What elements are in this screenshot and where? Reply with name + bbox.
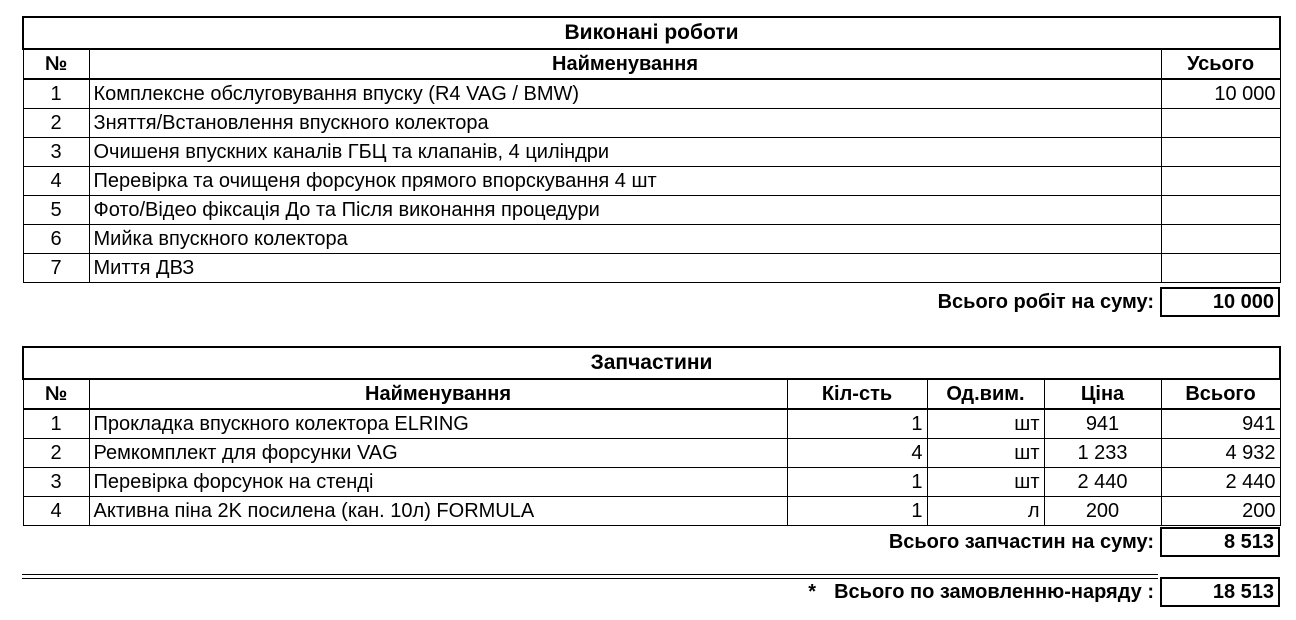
parts-header-unit: Од.вим. — [927, 379, 1044, 409]
table-row — [23, 109, 1280, 138]
parts-sum-label: Всього запчастин на суму: — [888, 530, 1154, 553]
row-total — [1161, 196, 1280, 225]
row-no: 2 — [23, 109, 89, 138]
row-price: 941 — [1044, 409, 1161, 439]
parts-table — [22, 346, 1281, 526]
parts-header-price: Ціна — [1044, 379, 1161, 409]
row-total — [1161, 254, 1280, 283]
row-name: Фото/Відео фіксація До та Після виконання процедури — [89, 196, 1161, 225]
row-name: Перевірка форсунок на стенді — [89, 468, 787, 497]
works-header-no: № — [23, 49, 89, 79]
row-total: 10 000 — [1161, 79, 1280, 109]
row-total: 200 — [1161, 497, 1280, 526]
parts-sum-value: 8 513 — [1160, 527, 1280, 557]
table-row — [23, 439, 1280, 468]
table-row — [23, 196, 1280, 225]
parts-title: Запчастини — [23, 347, 1280, 379]
works-header-total: Усього — [1161, 49, 1280, 79]
row-price: 200 — [1044, 497, 1161, 526]
row-qty: 1 — [787, 497, 927, 526]
row-no: 4 — [23, 497, 89, 526]
row-name: Комплексне обслуговування впуску (R4 VAG / BMW) — [89, 79, 1161, 109]
row-no: 1 — [23, 79, 89, 109]
parts-header-name: Найменування — [89, 379, 787, 409]
table-row — [23, 254, 1280, 283]
row-total — [1161, 225, 1280, 254]
row-no: 7 — [23, 254, 89, 283]
row-no: 4 — [23, 167, 89, 196]
table-row — [23, 138, 1280, 167]
row-no: 3 — [23, 138, 89, 167]
row-qty: 4 — [787, 439, 927, 468]
parts-header-qty: Кіл-сть — [787, 379, 927, 409]
row-qty: 1 — [787, 468, 927, 497]
row-name: Перевірка та очищеня форсунок прямого впорскування 4 шт — [89, 167, 1161, 196]
row-no: 6 — [23, 225, 89, 254]
order-sum-row — [808, 577, 1280, 607]
table-row — [23, 497, 1280, 526]
row-price: 1 233 — [1044, 439, 1161, 468]
row-name: Активна піна 2K посилена (кан. 10л) FORMULA — [89, 497, 787, 526]
row-name: Миття ДВЗ — [89, 254, 1161, 283]
row-unit: шт — [927, 409, 1044, 439]
row-total — [1161, 138, 1280, 167]
table-row — [23, 225, 1280, 254]
parts-header-no: № — [23, 379, 89, 409]
works-title: Виконані роботи — [23, 17, 1280, 49]
row-name: Ремкомплект для форсунки VAG — [89, 439, 787, 468]
order-sum-label: Всього по замовленню-наряду : — [834, 580, 1154, 603]
row-name: Зняття/Встановлення впускного колектора — [89, 109, 1161, 138]
row-price: 2 440 — [1044, 468, 1161, 497]
table-row — [23, 409, 1280, 439]
row-total: 941 — [1161, 409, 1280, 439]
row-unit: шт — [927, 468, 1044, 497]
works-sum-row — [938, 287, 1280, 317]
row-name: Прокладка впускного колектора ELRING — [89, 409, 787, 439]
row-no: 2 — [23, 439, 89, 468]
row-total: 2 440 — [1161, 468, 1280, 497]
asterisk-mark: * — [808, 580, 817, 603]
row-total — [1161, 167, 1280, 196]
works-sum-value: 10 000 — [1160, 287, 1280, 317]
row-no: 5 — [23, 196, 89, 225]
table-row — [23, 79, 1280, 109]
row-name: Мийка впускного колектора — [89, 225, 1161, 254]
row-unit: л — [927, 497, 1044, 526]
parts-sum-row — [889, 527, 1280, 557]
order-sum-value: 18 513 — [1160, 577, 1280, 607]
row-qty: 1 — [787, 409, 927, 439]
row-unit: шт — [927, 439, 1044, 468]
row-no: 3 — [23, 468, 89, 497]
table-row — [23, 468, 1280, 497]
parts-header-total: Всього — [1161, 379, 1280, 409]
row-no: 1 — [23, 409, 89, 439]
table-row — [23, 167, 1280, 196]
works-sum-label: Всього робіт на суму: — [937, 290, 1154, 313]
row-total — [1161, 109, 1280, 138]
row-name: Очишеня впускних каналів ГБЦ та клапанів, 4 циліндри — [89, 138, 1161, 167]
works-header-name: Найменування — [89, 49, 1161, 79]
row-total: 4 932 — [1161, 439, 1280, 468]
works-table — [22, 16, 1281, 283]
